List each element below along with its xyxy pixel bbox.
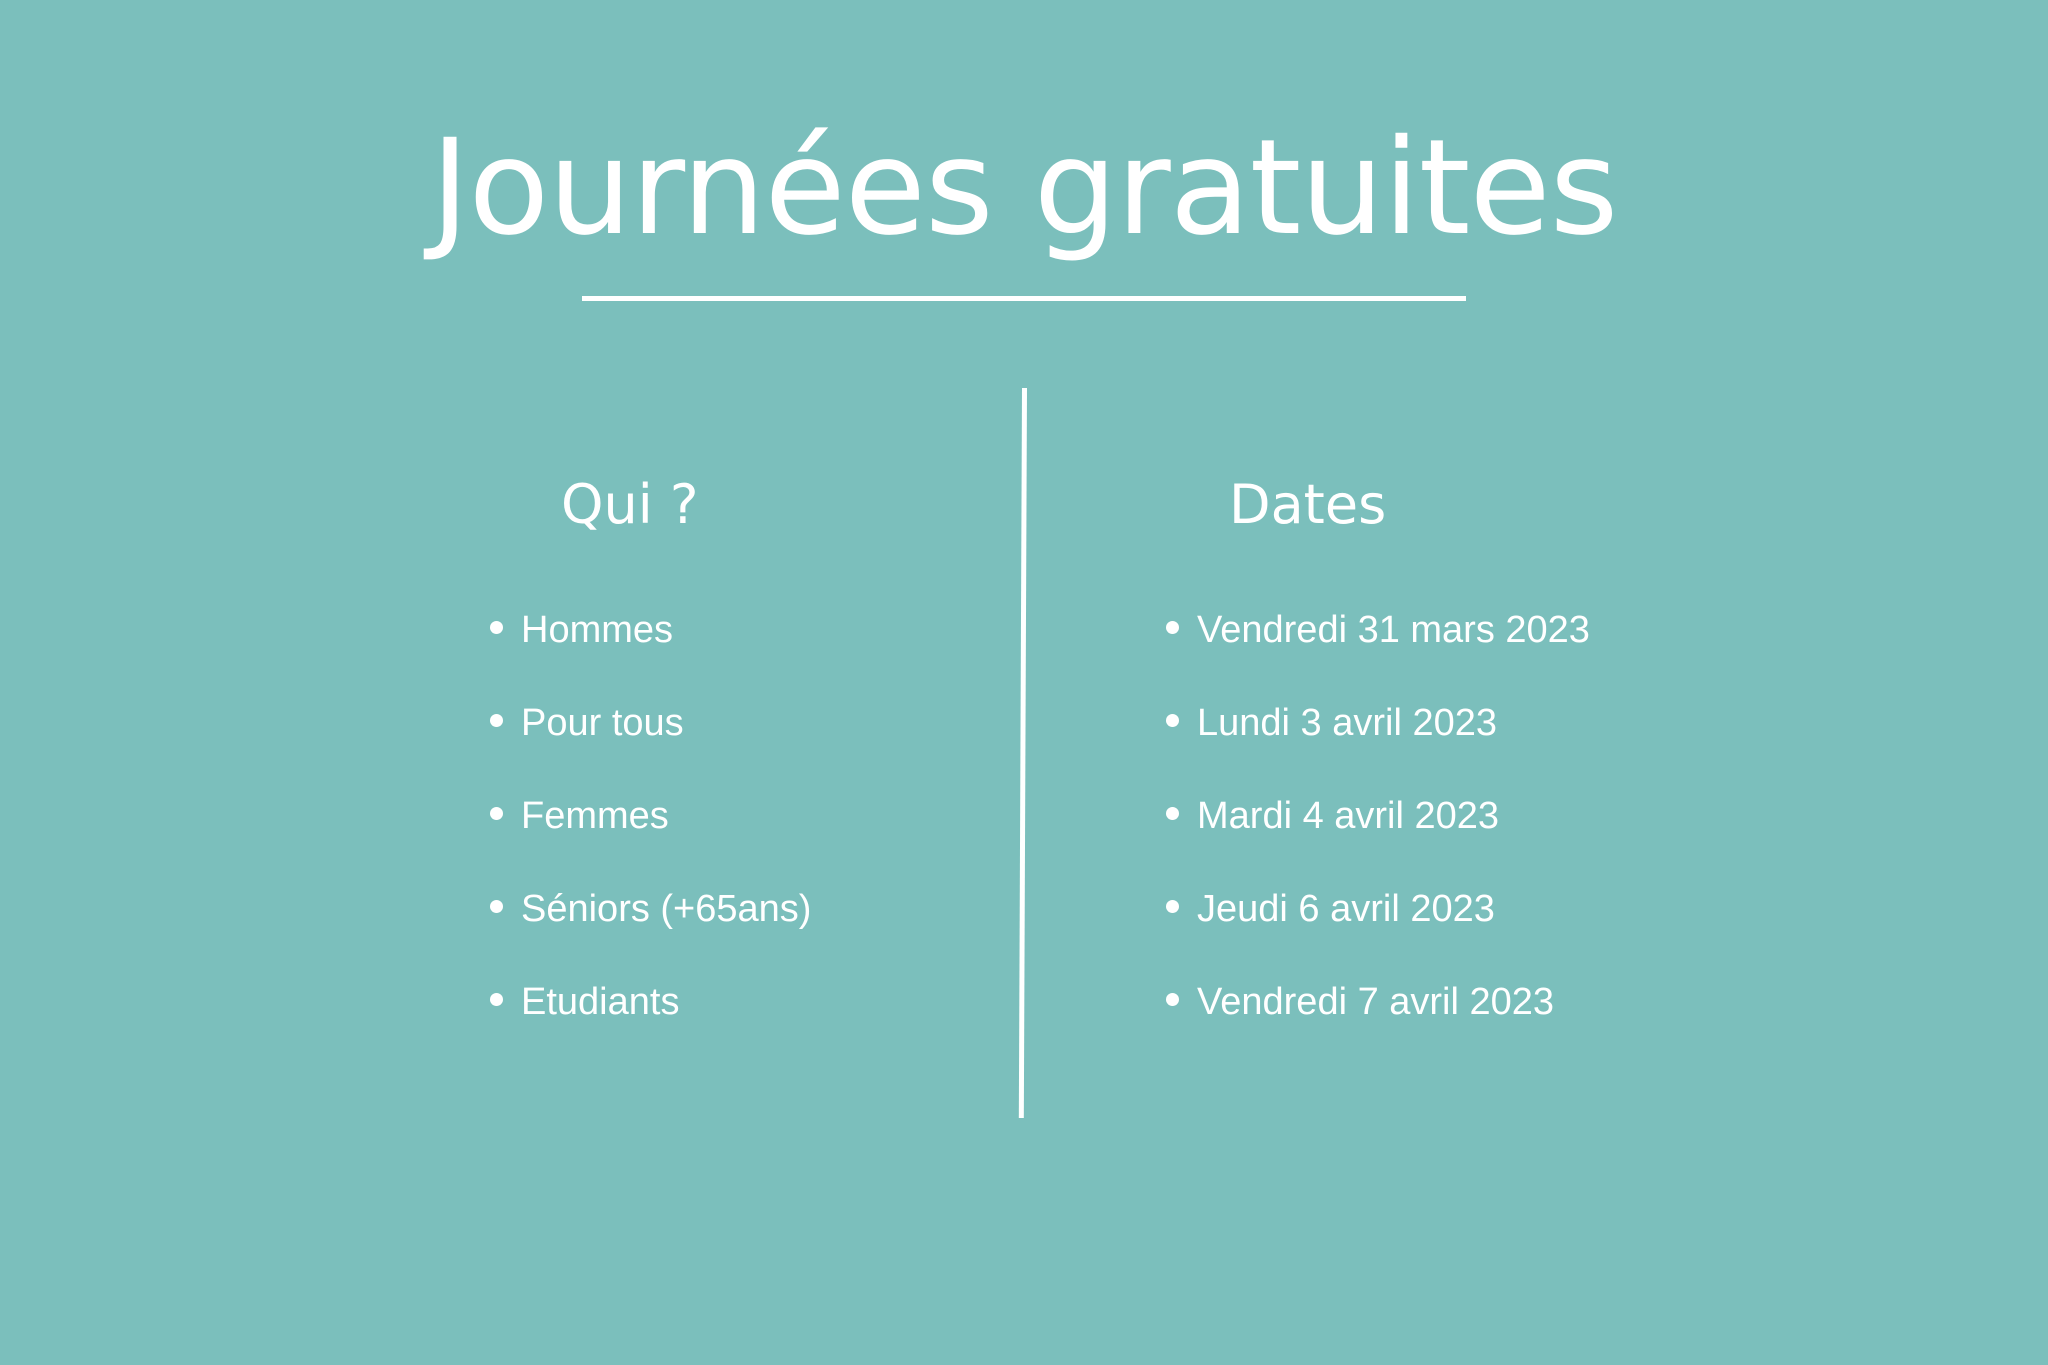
list-item-label: Etudiants xyxy=(521,981,680,1023)
list-item xyxy=(1166,791,1499,841)
list-item-label: Mardi 4 avril 2023 xyxy=(1197,795,1500,837)
dates-heading: Dates xyxy=(1229,473,1387,536)
list-item xyxy=(490,977,679,1027)
page-title: Journées gratuites xyxy=(430,111,1618,265)
title-underline xyxy=(582,296,1466,301)
list-item xyxy=(490,698,684,748)
list-item-label: Séniors (+65ans) xyxy=(521,888,812,930)
bullet-icon xyxy=(490,807,503,820)
list-item-label: Femmes xyxy=(521,795,669,837)
list-item-label: Vendredi 7 avril 2023 xyxy=(1197,981,1555,1023)
list-item-label: Vendredi 31 mars 2023 xyxy=(1197,609,1590,651)
bullet-icon xyxy=(490,621,503,634)
list-item xyxy=(1166,977,1554,1027)
list-item xyxy=(490,884,811,934)
who-heading: Qui ? xyxy=(561,473,699,536)
list-item-label: Hommes xyxy=(521,609,674,651)
list-item xyxy=(1166,605,1590,655)
bullet-icon xyxy=(1166,807,1179,820)
bullet-icon xyxy=(1166,621,1179,634)
bullet-icon xyxy=(490,993,503,1006)
list-item-label: Jeudi 6 avril 2023 xyxy=(1197,888,1495,930)
bullet-icon xyxy=(1166,900,1179,913)
bullet-icon xyxy=(490,714,503,727)
bullet-icon xyxy=(1166,714,1179,727)
list-item xyxy=(490,605,673,655)
list-item xyxy=(1166,698,1497,748)
list-item xyxy=(1166,884,1495,934)
list-item-label: Pour tous xyxy=(521,702,684,744)
list-item xyxy=(490,791,669,841)
column-divider xyxy=(1019,388,1027,1118)
bullet-icon xyxy=(1166,993,1179,1006)
bullet-icon xyxy=(490,900,503,913)
list-item-label: Lundi 3 avril 2023 xyxy=(1197,702,1497,744)
